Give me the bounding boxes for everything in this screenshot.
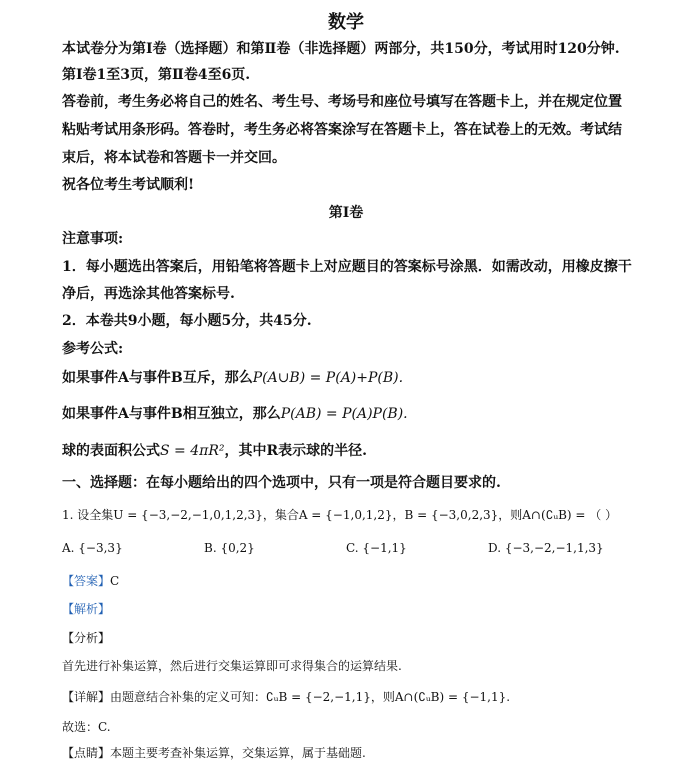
analysis-label: 【解析】 <box>62 602 111 616</box>
formula-1 <box>62 367 403 387</box>
intro-line-4: 粘贴考试用条形码。答卷时，考生务必将答案涂写在答题卡上，答在试卷上的无效。考试结 <box>62 122 622 138</box>
page-title: 数学 <box>328 12 364 33</box>
note-line-1: 1．每小题选出答案后，用铅笔将答题卡上对应题目的答案标号涂黑．如需改动，用橡皮擦干 <box>62 259 632 275</box>
notes-heading: 注意事项: <box>62 231 124 247</box>
detail-line <box>62 688 510 705</box>
review-label: 【点睛】 <box>62 746 111 760</box>
answer-line <box>62 572 119 589</box>
formula-1-text: 如果事件A与事件B互斥，那么 <box>62 370 253 386</box>
option-b: B. {0,2} <box>204 541 255 555</box>
intro-line-1: 本试卷分为第Ⅰ卷（选择题）和第Ⅱ卷（非选择题）两部分，共150分，考试用时120分钟. <box>62 41 620 57</box>
option-c: C. {−1,1} <box>346 541 407 555</box>
part-title: 第Ⅰ卷 <box>328 205 364 221</box>
formula-3 <box>62 440 367 460</box>
intro-line-3: 答卷前，考生务必将自己的姓名、考生号、考场号和座位号填写在答题卡上，并在规定位置 <box>62 94 622 110</box>
formula-1-math: P(A∪B) = P(A)+P(B). <box>252 370 404 386</box>
answer-label: 【答案】 <box>62 574 111 588</box>
section-title: 一、选择题：在每小题给出的四个选项中，只有一项是符合题目要求的. <box>62 475 501 491</box>
choose-line: 故选：C. <box>62 720 111 734</box>
option-a: A. {−3,3} <box>62 541 123 555</box>
option-d: D. {−3,−2,−1,1,3} <box>488 541 604 555</box>
formula-2-text: 如果事件A与事件B相互独立，那么 <box>62 406 281 422</box>
answer-value: C <box>110 574 120 588</box>
fenxi-text: 首先进行补集运算，然后进行交集运算即可求得集合的运算结果. <box>62 659 402 673</box>
review-line <box>62 744 366 761</box>
formula-heading: 参考公式: <box>62 341 124 357</box>
formula-2-math: P(AB) = P(A)P(B). <box>280 406 408 422</box>
note-line-2: 净后，再选涂其他答案标号. <box>62 286 235 302</box>
question-stem: 1. 设全集U = {−3,−2,−1,0,1,2,3}，集合A = {−1,0,1,2}，B = {−3,0,2,3}，则A∩(∁ᵤB) = （ ） <box>62 508 618 522</box>
detail-label: 【详解】 <box>62 690 111 704</box>
intro-line-6: 祝各位考生考试顺利! <box>62 177 195 193</box>
formula-3-tail: ，其中R表示球的半径. <box>224 443 367 459</box>
note-line-3: 2．本卷共9小题，每小题5分，共45分. <box>62 313 312 329</box>
intro-line-2: 第Ⅰ卷1至3页，第Ⅱ卷4至6页. <box>62 67 251 83</box>
review-text: 本题主要考查补集运算，交集运算，属于基础题. <box>110 746 366 760</box>
intro-line-5: 束后，将本试卷和答题卡一并交回。 <box>62 150 286 166</box>
formula-2 <box>62 403 408 423</box>
fenxi-label: 【分析】 <box>62 631 111 645</box>
detail-text: 由题意结合补集的定义可知：∁ᵤB = {−2,−1,1}，则A∩(∁ᵤB) = {−1,1}. <box>110 690 511 704</box>
formula-3-math: S = 4πR² <box>160 443 225 459</box>
formula-3-text: 球的表面积公式 <box>62 443 160 459</box>
